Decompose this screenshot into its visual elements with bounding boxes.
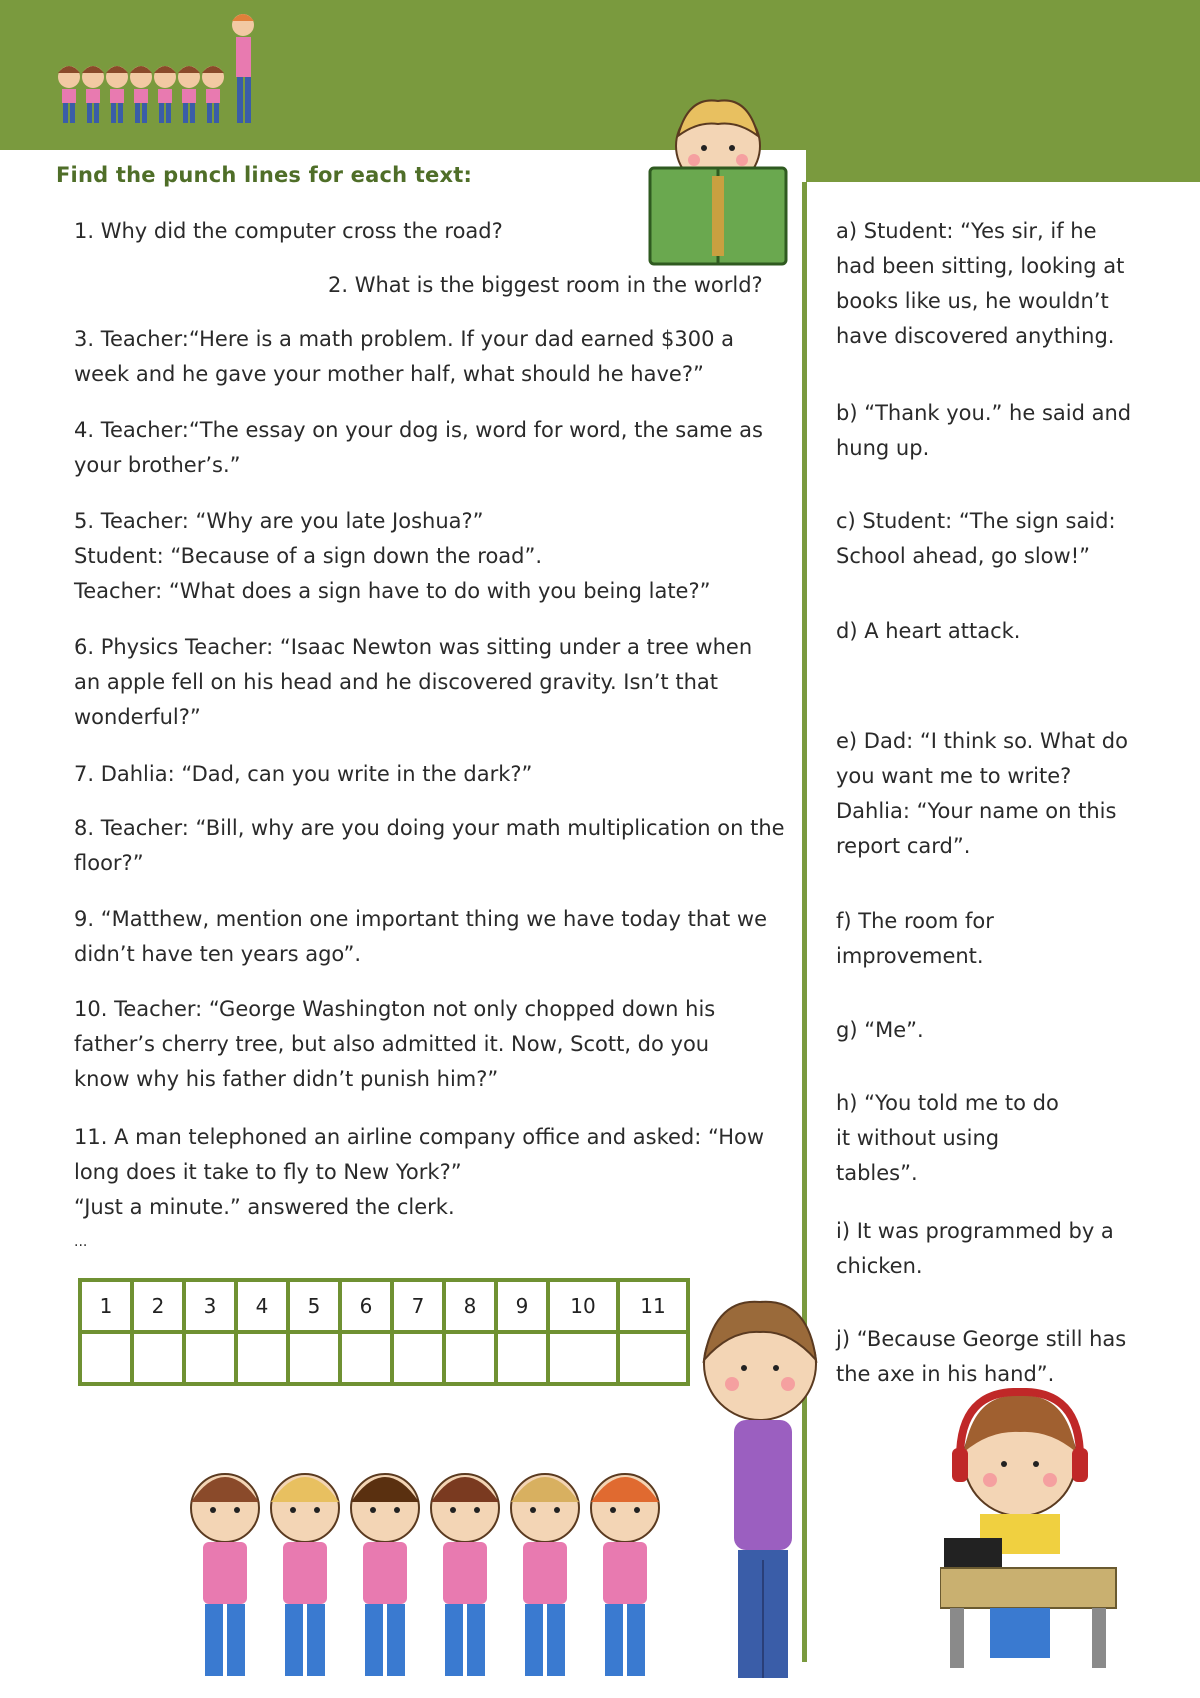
page-title: Find the punch lines for each text: bbox=[56, 163, 473, 187]
grid-answer-cell[interactable] bbox=[236, 1332, 288, 1384]
question-6: 6. Physics Teacher: “Isaac Newton was sitting under a tree when an apple fell on his head and he discovered gravity. Isn’t that wonderful?” bbox=[74, 635, 753, 729]
answer-a: a) Student: “Yes sir, if he had been sitting, looking at books like us, he wouldn’t have discovered anything. bbox=[836, 219, 1125, 348]
question-11: 11. A man telephoned an airline company office and asked: “How long does it take to fly to New York?” “Just a minute.” answered the clerk. bbox=[74, 1125, 765, 1219]
boy-headphones-desk-icon bbox=[940, 1388, 1120, 1672]
grid-answer-cell[interactable] bbox=[132, 1332, 184, 1384]
answer-b: b) “Thank you.” he said and hung up. bbox=[836, 401, 1132, 460]
question-2: 2. What is the biggest room in the world? bbox=[328, 273, 763, 297]
answer-c: c) Student: “The sign said: School ahead, go slow!” bbox=[836, 509, 1116, 568]
grid-answer-row bbox=[80, 1332, 688, 1384]
grid-number: 2 bbox=[132, 1280, 184, 1332]
kids-group-icon bbox=[185, 1458, 685, 1688]
grid-answer-cell[interactable] bbox=[392, 1332, 444, 1384]
grid-number: 9 bbox=[496, 1280, 548, 1332]
answer-e: e) Dad: “I think so. What do you want me to write? Dahlia: “Your name on this report card”. bbox=[836, 729, 1128, 858]
answer-grid bbox=[78, 1278, 690, 1386]
header-band-extension bbox=[806, 150, 1200, 182]
grid-answer-cell[interactable] bbox=[444, 1332, 496, 1384]
answer-h: h) “You told me to do it without using tables”. bbox=[836, 1091, 1059, 1185]
reading-boy-icon bbox=[638, 96, 798, 266]
question-9: 9. “Matthew, mention one important thing we have today that we didn’t have ten years ago”. bbox=[74, 907, 768, 966]
grid-number: 10 bbox=[548, 1280, 618, 1332]
grid-answer-cell[interactable] bbox=[618, 1332, 688, 1384]
grid-answer-cell[interactable] bbox=[548, 1332, 618, 1384]
grid-number-row bbox=[80, 1280, 688, 1332]
grid-number: 5 bbox=[288, 1280, 340, 1332]
grid-answer-cell[interactable] bbox=[80, 1332, 132, 1384]
grid-answer-cell[interactable] bbox=[340, 1332, 392, 1384]
ellipsis: ... bbox=[74, 1234, 88, 1250]
answer-g: g) “Me”. bbox=[836, 1018, 924, 1042]
question-10: 10. Teacher: “George Washington not only chopped down his father’s cherry tree, but also admitted it. Now, Scott, do you know why his father didn’t punish him?” bbox=[74, 997, 716, 1091]
answer-d: d) A heart attack. bbox=[836, 619, 1021, 643]
grid-number: 6 bbox=[340, 1280, 392, 1332]
kids-line-small-icon bbox=[55, 5, 265, 127]
question-7: 7. Dahlia: “Dad, can you write in the dark?” bbox=[74, 762, 533, 786]
grid-number: 8 bbox=[444, 1280, 496, 1332]
grid-number: 1 bbox=[80, 1280, 132, 1332]
answer-f: f) The room for improvement. bbox=[836, 909, 994, 968]
grid-answer-cell[interactable] bbox=[184, 1332, 236, 1384]
answer-i: i) It was programmed by a chicken. bbox=[836, 1219, 1114, 1278]
teacher-icon bbox=[694, 1294, 824, 1684]
grid-number: 4 bbox=[236, 1280, 288, 1332]
question-4: 4. Teacher:“The essay on your dog is, word for word, the same as your brother’s.” bbox=[74, 418, 763, 477]
grid-number: 3 bbox=[184, 1280, 236, 1332]
grid-answer-cell[interactable] bbox=[496, 1332, 548, 1384]
question-1: 1. Why did the computer cross the road? bbox=[74, 219, 503, 243]
question-5: 5. Teacher: “Why are you late Joshua?” Student: “Because of a sign down the road”. Teacher: “What does a sign have to do with you being late?” bbox=[74, 509, 711, 603]
grid-number: 7 bbox=[392, 1280, 444, 1332]
answer-j: j) “Because George still has the axe in his hand”. bbox=[836, 1327, 1127, 1386]
grid-number: 11 bbox=[618, 1280, 688, 1332]
question-3: 3. Teacher:“Here is a math problem. If your dad earned $300 a week and he gave your mother half, what should he have?” bbox=[74, 327, 735, 386]
grid-answer-cell[interactable] bbox=[288, 1332, 340, 1384]
question-8: 8. Teacher: “Bill, why are you doing your math multiplication on the floor?” bbox=[74, 816, 785, 875]
